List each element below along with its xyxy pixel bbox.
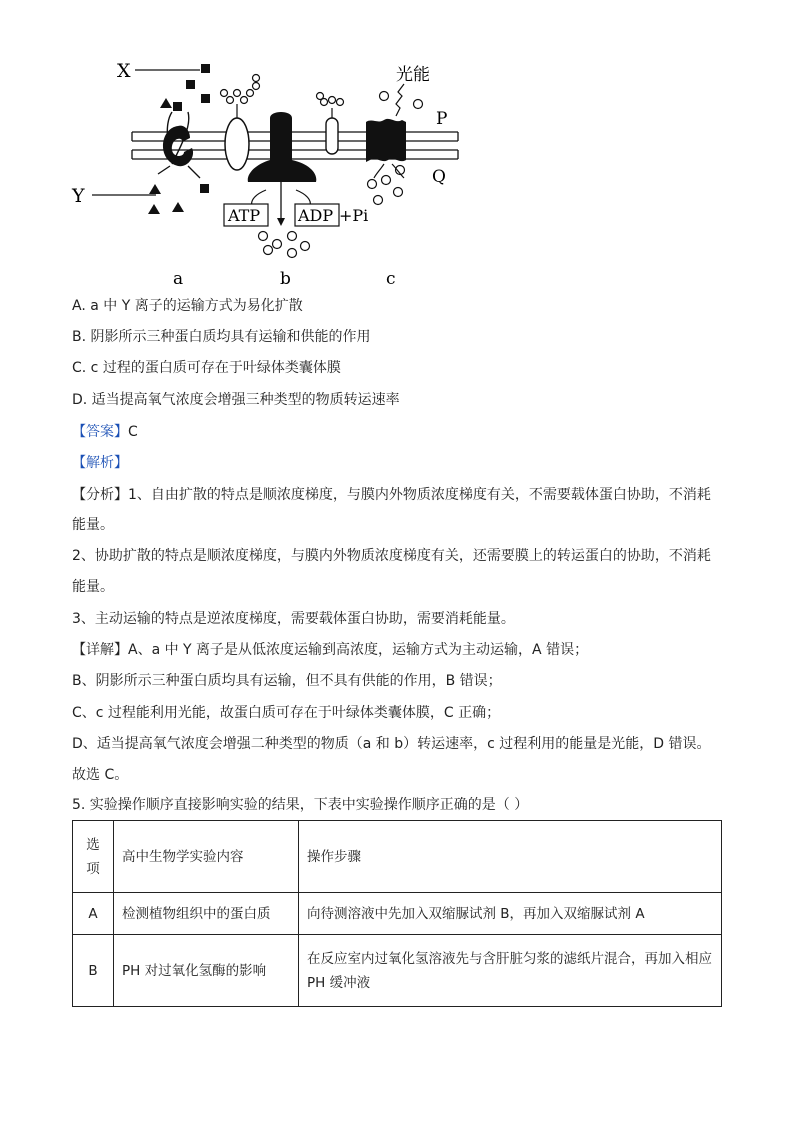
label-a: a bbox=[173, 269, 184, 289]
row-option: B bbox=[73, 935, 114, 1007]
analysis-tag: 【分析】 bbox=[72, 487, 128, 503]
answer-value: C bbox=[128, 424, 138, 440]
row-content: 检测植物组织中的蛋白质 bbox=[114, 893, 299, 935]
analysis-p2-cont: 能量。 bbox=[72, 579, 114, 595]
label-c: c bbox=[386, 269, 396, 289]
detail-b: B、阴影所示三种蛋白质均具有运输，但不具有供能的作用，B 错误； bbox=[72, 673, 502, 689]
b-molecules bbox=[259, 232, 310, 258]
membrane-transport-figure bbox=[60, 52, 480, 292]
answer-line bbox=[72, 422, 138, 442]
answer-label: 【答案】 bbox=[72, 424, 128, 440]
analysis-p2: 2、协助扩散的特点是顺浓度梯度，与膜内外物质浓度梯度有关，还需要膜上的转运蛋白的协助，不消耗 bbox=[72, 548, 711, 564]
detail-a-text: A、a 中 Y 离子是从低浓度运输到高浓度，运输方式为主动运输，A 错误； bbox=[128, 642, 589, 658]
label-y: Y bbox=[72, 185, 85, 207]
header-option-line1: 选 bbox=[86, 836, 100, 853]
analysis-p1 bbox=[72, 485, 711, 505]
header-option-line2: 项 bbox=[86, 860, 100, 877]
membrane-diagram bbox=[60, 52, 480, 292]
option-b: B. 阴影所示三种蛋白质均具有运输和供能的作用 bbox=[72, 329, 371, 345]
protein-a bbox=[158, 112, 200, 178]
label-atp: ATP bbox=[228, 206, 261, 225]
row-steps: 在反应室内过氧化氢溶液先与含肝脏匀浆的滤纸片混合，再加入相应 PH 缓冲液 bbox=[299, 935, 722, 1007]
detail-a bbox=[72, 640, 588, 660]
label-q: Q bbox=[432, 167, 446, 187]
glycoprotein-small bbox=[317, 93, 344, 155]
table-row bbox=[73, 935, 722, 1007]
detail-tag: 【详解】 bbox=[72, 642, 128, 658]
analysis-p1-cont: 能量。 bbox=[72, 517, 114, 533]
detail-conclusion: 故选 C。 bbox=[72, 767, 129, 783]
row-option: A bbox=[73, 893, 114, 935]
analysis-heading bbox=[72, 453, 128, 473]
detail-c: C、c 过程能利用光能，故蛋白质可存在于叶绿体类囊体膜，C 正确； bbox=[72, 705, 501, 721]
question5-stem: 5. 实验操作顺序直接影响实验的结果，下表中实验操作顺序正确的是（ ） bbox=[72, 797, 529, 813]
label-p: P bbox=[436, 109, 448, 129]
analysis-p3: 3、主动运输的特点是逆浓度梯度，需要载体蛋白协助，需要消耗能量。 bbox=[72, 611, 515, 627]
glycoprotein-oval bbox=[221, 75, 260, 171]
analysis-p1-text: 1、自由扩散的特点是顺浓度梯度，与膜内外物质浓度梯度有关，不需要载体蛋白协助，不消耗 bbox=[128, 487, 711, 503]
analysis-label: 【解析】 bbox=[72, 455, 128, 471]
row-steps: 向待测溶液中先加入双缩脲试剂 B，再加入双缩脲试剂 A bbox=[299, 893, 722, 935]
label-b: b bbox=[280, 269, 291, 289]
header-steps: 操作步骤 bbox=[299, 821, 722, 893]
question5-table bbox=[72, 820, 722, 1007]
table-header-row bbox=[73, 821, 722, 893]
option-d: D. 适当提高氧气浓度会增强三种类型的物质转运速率 bbox=[72, 392, 400, 408]
detail-d: D、适当提高氧气浓度会增强二种类型的物质（a 和 b）转运速率，c 过程利用的能量是光能，D 错误。 bbox=[72, 736, 711, 752]
header-content: 高中生物学实验内容 bbox=[114, 821, 299, 893]
label-adp: ADP bbox=[298, 206, 334, 225]
option-c: C. c 过程的蛋白质可存在于叶绿体类囊体膜 bbox=[72, 360, 341, 376]
header-option bbox=[73, 821, 114, 893]
table-row bbox=[73, 893, 722, 935]
option-a: A. a 中 Y 离子的运输方式为易化扩散 bbox=[72, 298, 303, 314]
label-x: X bbox=[117, 60, 131, 82]
label-pi: +Pi bbox=[339, 206, 369, 225]
row-content: PH 对过氧化氢酶的影响 bbox=[114, 935, 299, 1007]
label-light-energy: 光能 bbox=[396, 65, 430, 85]
